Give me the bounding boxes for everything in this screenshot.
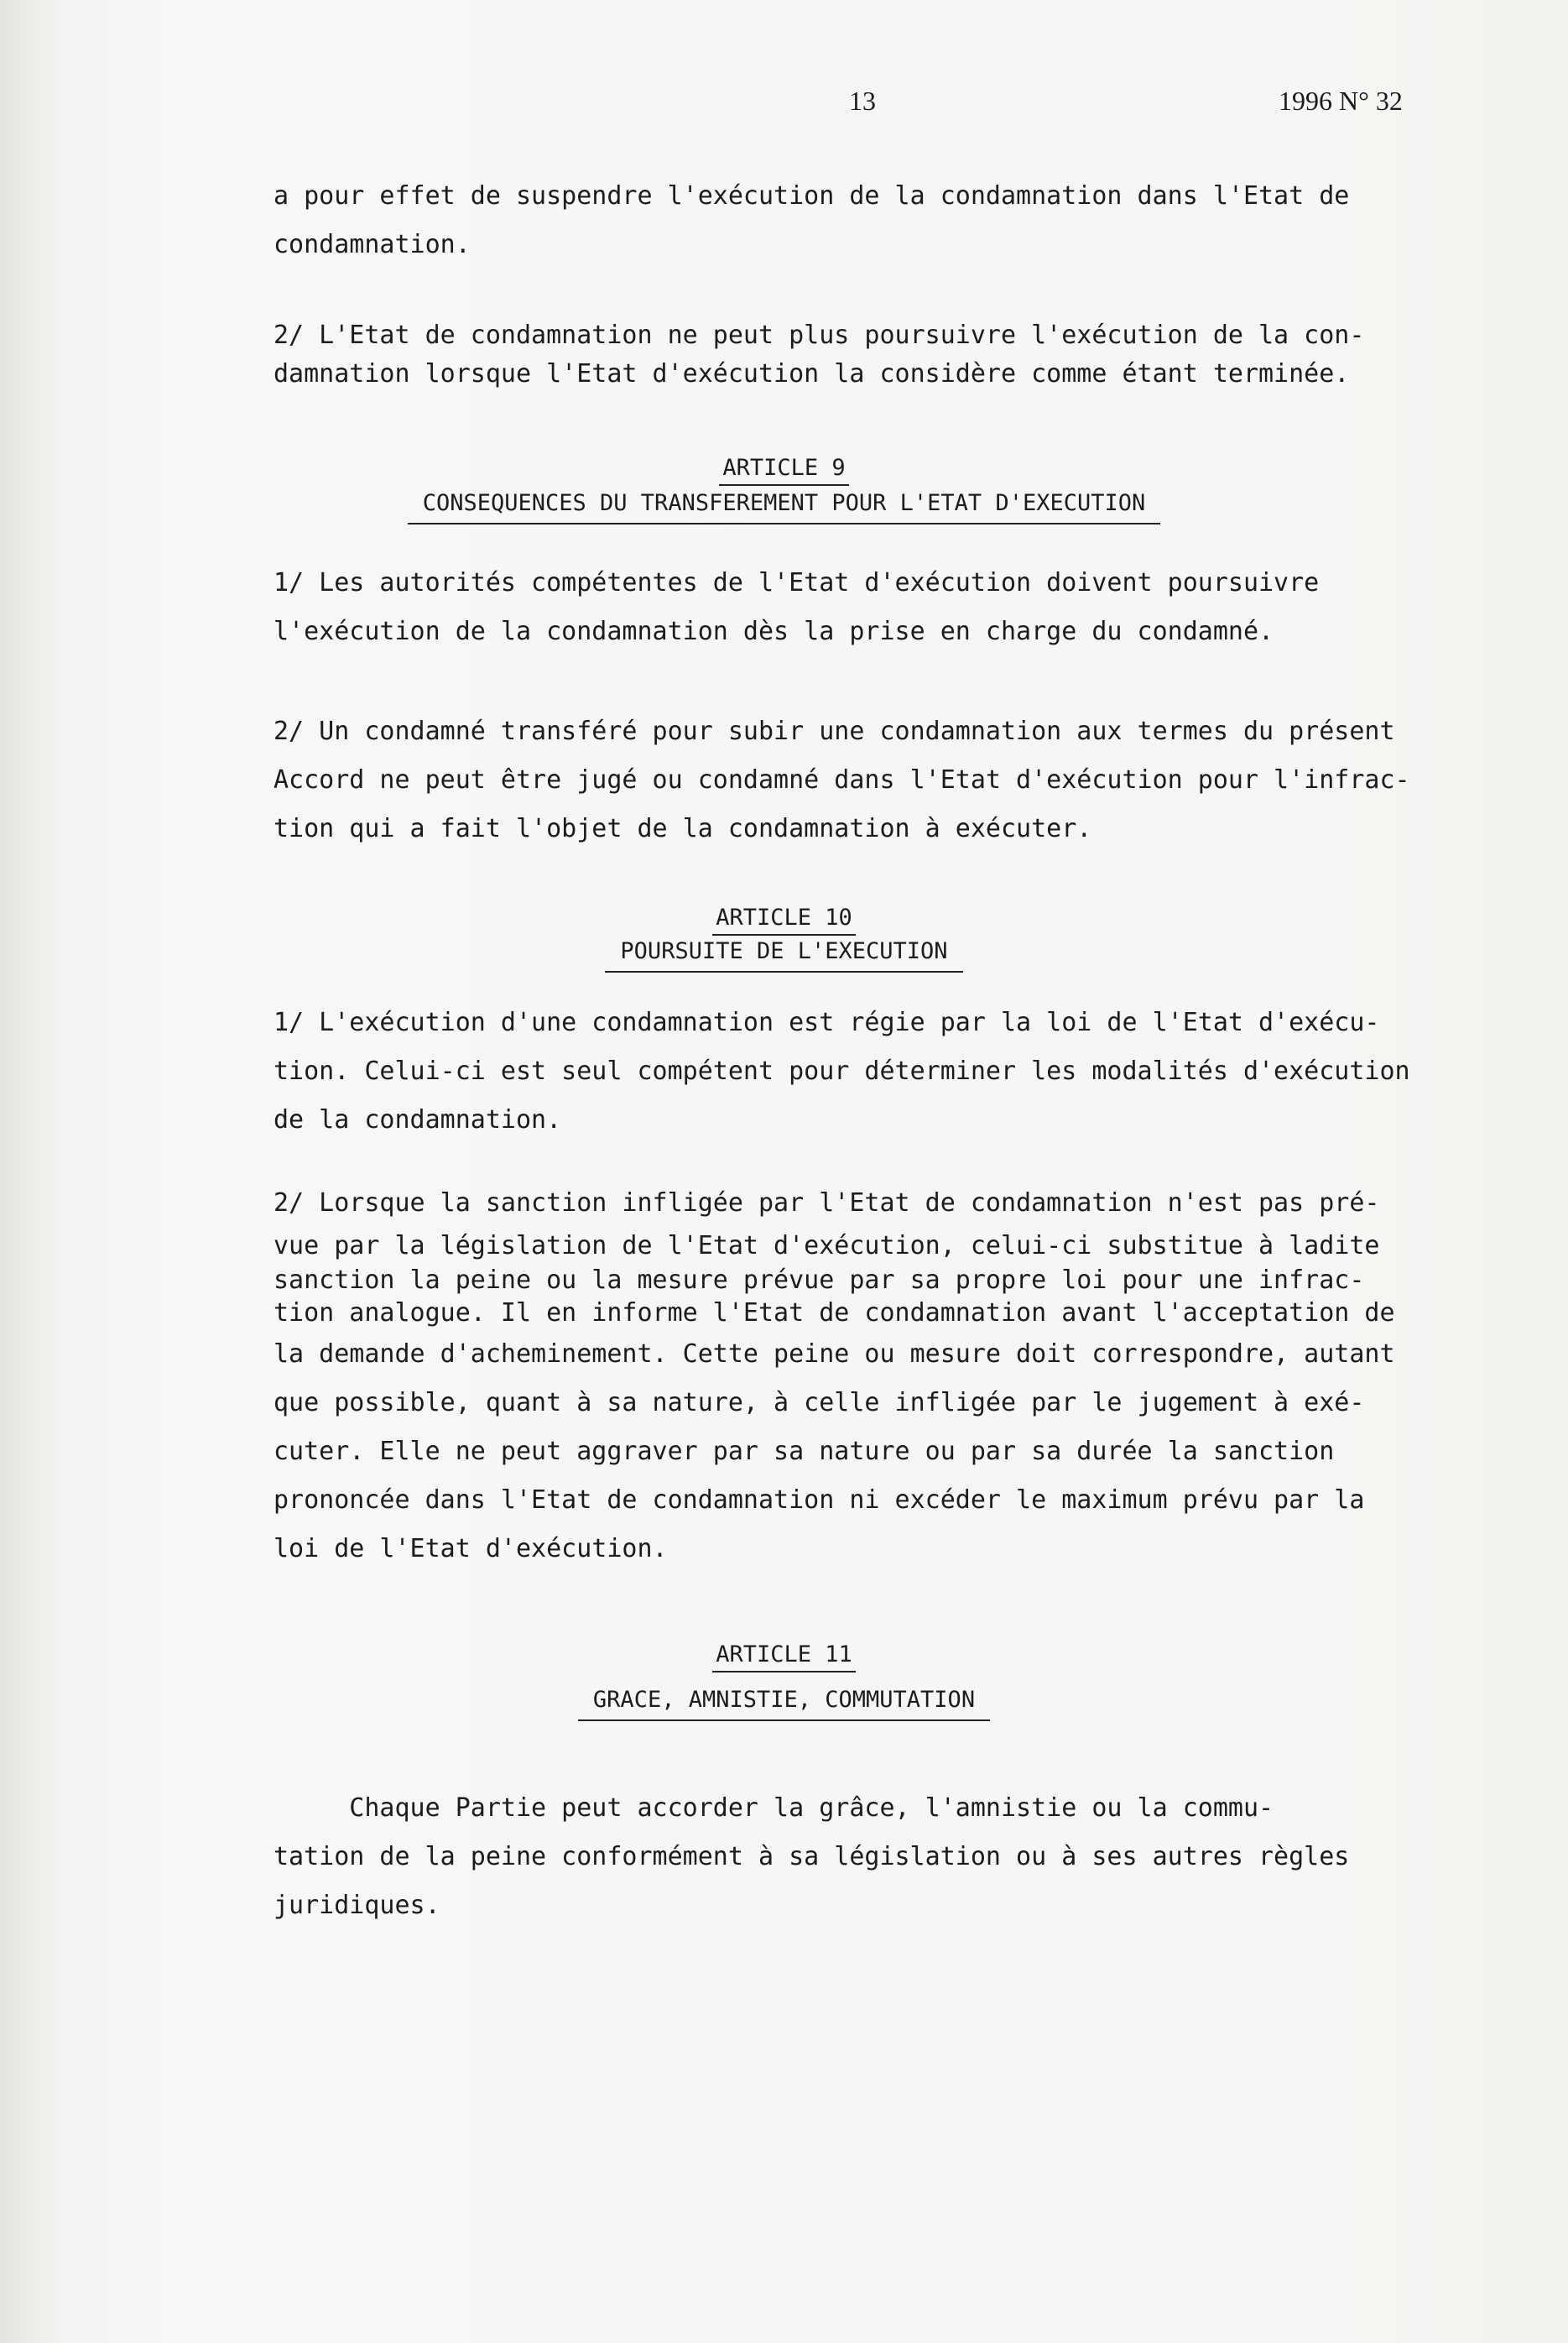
text-line: 2/ Un condamné transféré pour subir une condamnation aux termes du présent <box>273 717 1395 746</box>
text-line: que possible, quant à sa nature, à celle infligée par le jugement à exé- <box>273 1388 1365 1417</box>
article-11-title: ARTICLE 11 <box>0 1641 1568 1672</box>
text-line: a pour effet de suspendre l'exécution de la condamnation dans l'Etat de <box>273 181 1350 211</box>
paragraph-10-1 <box>273 999 1465 1145</box>
text-line: de la condamnation. <box>273 1105 562 1135</box>
text-line: condamnation. <box>273 230 471 259</box>
text-line: 2/ Lorsque la sanction infligée par l'Etat de condamnation n'est pas pré- <box>273 1188 1380 1218</box>
text-line: Accord ne peut être jugé ou condamné dans l'Etat d'exécution pour l'infrac- <box>273 765 1410 795</box>
text-line: loi de l'Etat d'exécution. <box>273 1534 668 1563</box>
paragraph-9-2 <box>273 707 1465 853</box>
text-line: 1/ L'exécution d'une condamnation est régie par la loi de l'Etat d'exécu- <box>273 1008 1380 1037</box>
text-line: cuter. Elle ne peut aggraver par sa nature ou par sa durée la sanction <box>273 1437 1335 1466</box>
article-9-subtitle: CONSEQUENCES DU TRANSFEREMENT POUR L'ETAT D'EXECUTION <box>0 490 1568 524</box>
paragraph-9-1 <box>273 559 1465 656</box>
text-line: tation de la peine conformément à sa législation ou à ses autres règles <box>273 1842 1350 1871</box>
article-10-title: ARTICLE 10 <box>0 905 1568 936</box>
text-line: prononcée dans l'Etat de condamnation ni excéder le maximum prévu par la <box>273 1485 1365 1515</box>
paragraph-11 <box>273 1784 1465 1930</box>
page-number: 13 <box>849 86 876 116</box>
paragraph-continuation <box>273 172 1465 269</box>
document-reference: 1996 N° 32 <box>1279 86 1403 116</box>
text-line: tion analogue. Il en informe l'Etat de condamnation avant l'acceptation de <box>273 1298 1395 1328</box>
text-line: damnation lorsque l'Etat d'exécution la considère comme étant terminée. <box>273 359 1350 389</box>
article-9-title: ARTICLE 9 <box>0 455 1568 486</box>
paragraph-10-2 <box>273 1179 1465 1573</box>
article-11-subtitle: GRACE, AMNISTIE, COMMUTATION <box>0 1687 1568 1721</box>
text-line: tion. Celui-ci est seul compétent pour déterminer les modalités d'exécution <box>273 1057 1410 1086</box>
text-line: l'exécution de la condamnation dès la prise en charge du condamné. <box>273 617 1274 646</box>
article-10-subtitle: POURSUITE DE L'EXECUTION <box>0 938 1568 973</box>
text-line: tion qui a fait l'objet de la condamnation à exécuter. <box>273 814 1092 843</box>
paragraph-8-2 <box>273 316 1465 394</box>
text-line: 1/ Les autorités compétentes de l'Etat d'exécution doivent poursuivre <box>273 568 1320 597</box>
text-line: 2/ L'Etat de condamnation ne peut plus poursuivre l'exécution de la con- <box>273 321 1365 350</box>
text-line: Chaque Partie peut accorder la grâce, l'amnistie ou la commu- <box>273 1793 1274 1823</box>
text-line: sanction la peine ou la mesure prévue par sa propre loi pour une infrac- <box>273 1265 1365 1295</box>
text-line: juridiques. <box>273 1891 440 1920</box>
text-line: vue par la législation de l'Etat d'exécution, celui-ci substitue à ladite <box>273 1231 1380 1260</box>
text-line: la demande d'acheminement. Cette peine ou mesure doit correspondre, autant <box>273 1339 1395 1369</box>
